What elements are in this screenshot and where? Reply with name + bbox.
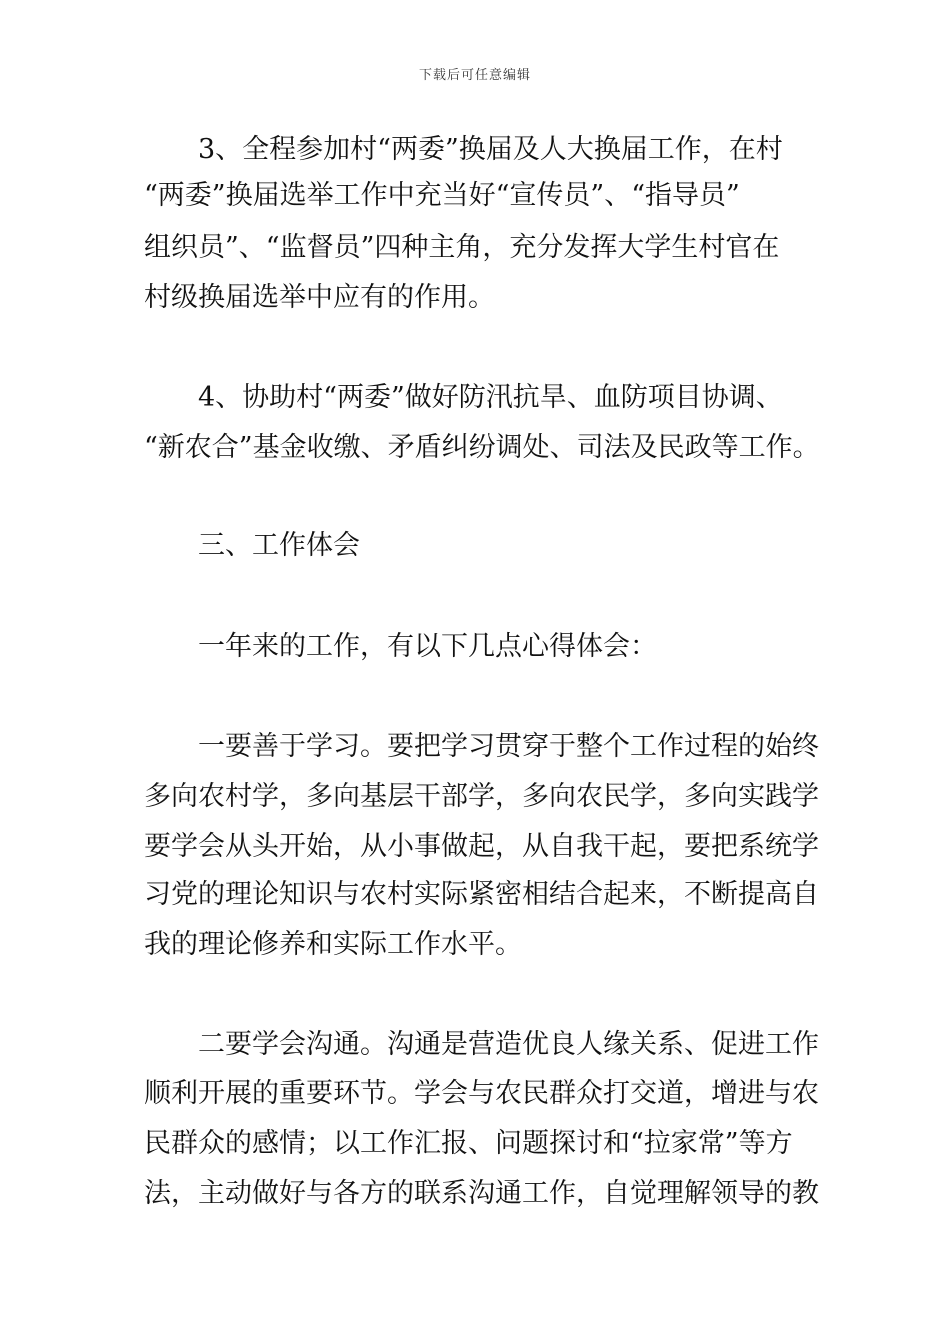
text-line: 民群众的感情；以工作汇报、问题探讨和“拉家常”等方 (144, 1128, 793, 1159)
text-line: 习党的理论知识与农村实际紧密相结合起来，不断提高自 (144, 879, 819, 910)
text-line: 我的理论修养和实际工作水平。 (144, 929, 522, 960)
text-line: 二要学会沟通。沟通是营造优良人缘关系、促进工作 (198, 1029, 819, 1060)
text-line: 村级换届选举中应有的作用。 (144, 282, 495, 313)
header-note: 下载后可任意编辑 (418, 68, 531, 83)
text-line: 4、协助村“两委”做好防汛抗旱、血防项目协调、 (198, 382, 783, 413)
text-line: 顺利开展的重要环节。学会与农民群众打交道，增进与农 (144, 1078, 819, 1109)
text-line: 要学会从头开始，从小事做起，从自我干起，要把系统学 (144, 831, 819, 862)
text-line: 法，主动做好与各方的联系沟通工作，自觉理解领导的教 (144, 1178, 819, 1209)
text-line: 组织员”、“监督员”四种主角，充分发挥大学生村官在 (144, 232, 780, 263)
text-line: “新农合”基金收缴、矛盾纠纷调处、司法及民政等工作。 (144, 432, 820, 463)
text-line: 一要善于学习。要把学习贯穿于整个工作过程的始终 (198, 731, 819, 762)
text-line: 多向农村学，多向基层干部学，多向农民学，多向实践学 (144, 781, 819, 812)
text-line: 3、全程参加村“两委”换届及人大换届工作，在村 (198, 134, 783, 165)
section-heading: 三、工作体会 (198, 530, 360, 561)
text-line: 一年来的工作，有以下几点心得体会： (198, 631, 657, 662)
text-line: “两委”换届选举工作中充当好“宣传员”、“指导员” (144, 180, 740, 211)
